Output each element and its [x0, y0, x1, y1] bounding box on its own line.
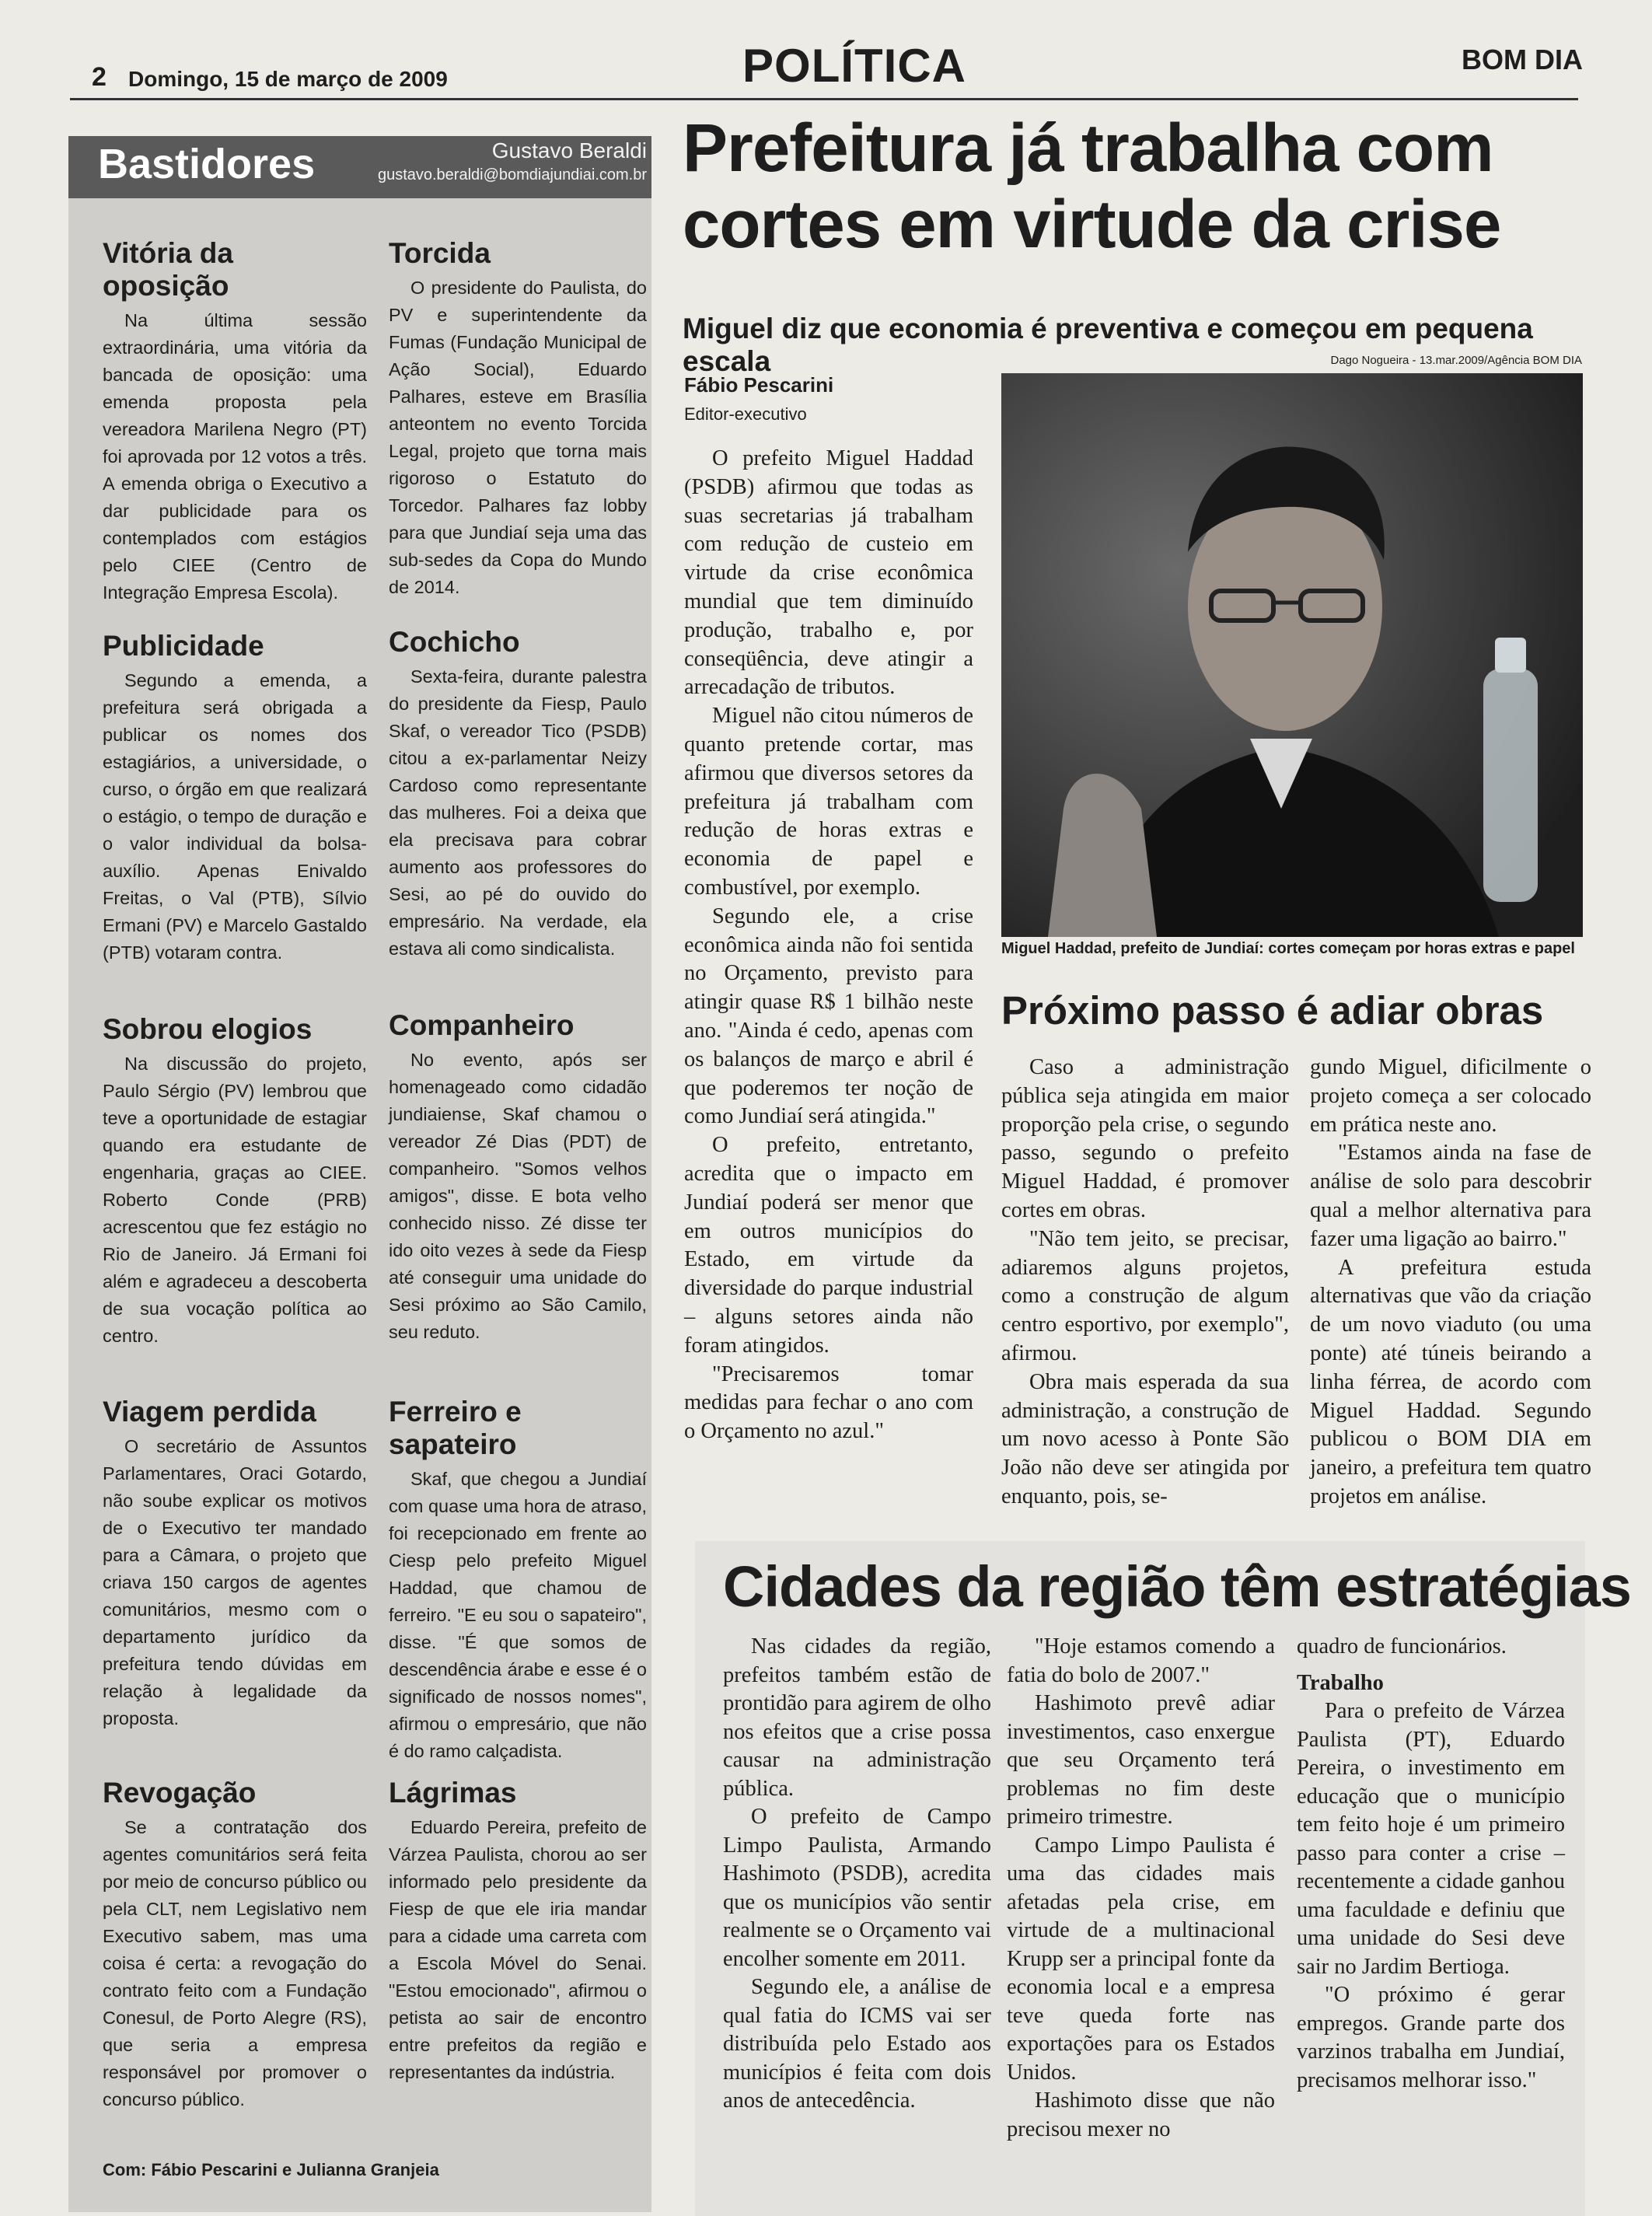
- article-paragraph: A prefeitura estuda alternativas que vão da criação de um novo viaduto (ou uma ponte) até túneis beirando a linha férrea, de acordo com Miguel Haddad. Segundo publicou o BOM DIA em janeiro, a prefeitura tem quatro projetos em análise.: [1310, 1255, 1591, 1508]
- cities-paragraph: quadro de funcionários.: [1297, 1634, 1507, 1659]
- page-number: 2: [92, 62, 107, 92]
- note-title: Cochicho: [389, 626, 520, 658]
- note-text: Segundo a emenda, a prefeitura será obrigada a publicar os nomes dos estagiários, a universidade, o curso, o órgão em que realizará o estágio, o tempo de duração e o valor individual da bolsa-auxílio. Apenas Enivaldo Freitas, o Val (PTB), Sílvio Ermani (PV) e Marcelo Gastaldo (PTB) votaram contra.: [103, 670, 367, 963]
- note-text: O secretário de Assuntos Parlamentares, Oraci Gotardo, não soube explicar os motivos de o Executivo ter mandado para a Câmara, o projeto que criava 150 cargos de agentes comunitários, mesmo com o departamento jurídico da prefeitura tendo dúvidas em relação à legalidade da proposta.: [103, 1436, 367, 1728]
- bastidores-credit: Com: Fábio Pescarini e Julianna Granjeia: [103, 2160, 439, 2179]
- bastidores-title: Bastidores: [98, 141, 316, 187]
- article-paragraph: "Precisaremos tomar medidas para fechar o ano com o Orçamento no azul.": [684, 1361, 973, 1444]
- cities-paragraph: Para o prefeito de Várzea Paulista (PT), Eduardo Pereira, o investimento em educação que o município tem feito hoje é um primeiro passo para conter a crise – recentemente a cidade ganhou uma faculdade e definiu que uma unidade do Sesi deve sair no Jardim Bertioga.: [1297, 1699, 1565, 1979]
- note-sobrou-elogios: [103, 1013, 367, 1350]
- note-text: Na última sessão extraordinária, uma vitória da bancada de oposição: uma emenda proposta pela vereadora Marilena Negro (PT) foi aprovada por 12 votos a três. A emenda obriga o Executivo a dar publicidade para os contemplados com estágios pelo CIEE (Centro de Integração Empresa Escola).: [103, 310, 367, 603]
- article-paragraph: "Estamos ainda na fase de análise de solo para descobrir qual a melhor alternativa para fazer uma ligação ao bairro.": [1310, 1141, 1591, 1251]
- article-paragraph: Obra mais esperada da sua administração, a construção de um novo acesso à Ponte São João não deve ser atingida por enquanto, pois, se-: [1001, 1369, 1289, 1508]
- note-text: Se a contratação dos agentes comunitários será feita por meio de concurso público ou pela CLT, nem Legislativo nem Executivo sabem, mas uma coisa é certa: a revogação do contrato feito com a Fundação Conesul, de Porto Alegre (RS), que seria a empresa responsável por promover o concurso público.: [103, 1817, 367, 2109]
- note-lagrimas: [389, 1777, 647, 2086]
- note-title: Viagem perdida: [103, 1396, 316, 1428]
- header-rule: [70, 98, 1578, 100]
- cities-column-3: [1297, 1633, 1565, 2095]
- note-title: Lágrimas: [389, 1777, 517, 1809]
- note-torcida: [389, 237, 647, 601]
- article-paragraph: O prefeito Miguel Haddad (PSDB) afirmou que todas as suas secretarias já trabalham com redução de custeio em virtude da crise econômica mundial que tem diminuído produção, trabalho e, por conseqüência, deve atingir a arrecadação de tributos.: [684, 446, 973, 700]
- note-title: Publicidade: [103, 630, 264, 662]
- note-companheiro: [389, 1009, 647, 1346]
- article-body: [684, 445, 973, 1446]
- cities-paragraph: Hashimoto disse que não precisou mexer no: [1007, 2088, 1275, 2141]
- cities-paragraph: O prefeito de Campo Limpo Paulista, Armando Hashimoto (PSDB), acredita que os municípios vão sentir realmente se o Orçamento vai encolher somente em 2011.: [723, 1805, 991, 1971]
- cities-paragraph: Nas cidades da região, prefeitos também estão de prontidão para agirem de olho nos efeitos que a crise possa causar na administração pública.: [723, 1634, 991, 1801]
- note-text: Na discussão do projeto, Paulo Sérgio (PV) lembrou que teve a oportunidade de estagiar quando era estudante de engenharia, graças ao CIEE. Roberto Conde (PRB) acrescentou que fez estágio no Rio de Janeiro. Já Ermani foi além e agradeceu a descoberta de sua vocação política ao centro.: [103, 1054, 367, 1346]
- note-publicidade: [103, 630, 367, 966]
- note-title: Torcida: [389, 237, 491, 269]
- article-paragraph: gundo Miguel, dificilmente o projeto começa a ser colocado em prática neste ano.: [1310, 1055, 1591, 1137]
- cities-paragraph: "O próximo é gerar empregos. Grande parte dos varzinos trabalha em Jundiaí, precisamos melhorar isso.": [1297, 1983, 1565, 2092]
- article-paragraph: Miguel não citou números de quanto pretende cortar, mas afirmou que diversos setores da prefeitura já trabalham com redução de horas extras e economia de papel e combustível, por exemplo.: [684, 704, 973, 900]
- note-revogacao: [103, 1777, 367, 2113]
- cities-column-1: [723, 1633, 991, 2116]
- article-photo: [1001, 373, 1583, 937]
- note-cochicho: [389, 626, 647, 963]
- note-ferreiro-sapateiro: [389, 1396, 647, 1765]
- article-paragraph: "Não tem jeito, se precisar, adiaremos alguns projetos, como a construção de algum centro esportivo, por exemplo", afirmou.: [1001, 1226, 1289, 1365]
- bastidores-author: Gustavo Beraldi: [491, 138, 647, 163]
- note-text: No evento, após ser homenageado como cidadão jundiaiense, Skaf chamou o vereador Zé Dias (PDT) de companheiro. "Somos velhos amigos", disse. E bota velho conhecido nisso. Zé disse ter ido oito vezes à sede da Fiesp até conseguir uma unidade do Sesi próximo ao São Camilo, seu reduto.: [389, 1050, 647, 1342]
- cities-paragraph: Segundo ele, a análise de qual fatia do ICMS vai ser distribuída pelo Estado aos municípios é feita com dois anos de antecedência.: [723, 1975, 991, 2113]
- page-date: Domingo, 15 de março de 2009: [128, 67, 448, 91]
- article-paragraph: Caso a administração pública seja atingida em maior proporção pela crise, o segundo passo, segundo o prefeito Miguel Haddad, é promover cortes em obras.: [1001, 1055, 1289, 1222]
- note-vitoria: [103, 237, 367, 606]
- article-headline: Prefeitura já trabalha com cortes em virtude da crise: [683, 110, 1501, 262]
- article-byline: Fábio Pescarini: [684, 373, 834, 397]
- note-title: Revogação: [103, 1777, 257, 1809]
- note-text: Sexta-feira, durante palestra do presidente da Fiesp, Paulo Skaf, o vereador Tico (PSDB) citou a ex-parlamentar Neizy Cardoso como representante das mulheres. Foi a deixa que ela precisava para cobrar aumento aos professores do Sesi, ao pé do ouvido do empresário. Na verdade, ela estava ali como sindicalista.: [389, 666, 647, 959]
- article-deck: Miguel diz que economia é preventiva e começou em pequena escala: [683, 313, 1533, 377]
- photo-caption: Miguel Haddad, prefeito de Jundiaí: cortes começam por horas extras e papel: [1001, 940, 1575, 957]
- note-title: Sobrou elogios: [103, 1013, 313, 1045]
- note-title: Vitória da oposição: [103, 237, 233, 302]
- note-title: Ferreiro e sapateiro: [389, 1396, 522, 1460]
- byline-role: Editor-executivo: [684, 404, 807, 424]
- article-paragraph: O prefeito, entretanto, acredita que o impacto em Jundiaí poderá ser menor que em outros municípios do Estado, em virtude da diversidade do parque industrial – alguns setores ainda não foram atingidos.: [684, 1133, 973, 1358]
- note-text: Skaf, que chegou a Jundiaí com quase uma hora de atraso, foi recepcionado em frente ao Ciesp pelo prefeito Miguel Haddad, que chamou de ferreiro. "E eu sou o sapateiro", disse. "É que somos de descendência árabe e esse é o significado de nossos nomes", afirmou o empresário, que não é do ramo calçadista.: [389, 1469, 647, 1761]
- note-text: O presidente do Paulista, do PV e superintendente da Fumas (Fundação Municipal de Ação Social), Eduardo Palhares, esteve em Brasília anteontem no evento Torcida Legal, projeto que torna mais rigoroso o Estatuto do Torcedor. Palhares faz lobby para que Jundiaí seja uma das sub-sedes da Copa do Mundo de 2014.: [389, 278, 647, 597]
- photo-credit: Dago Nogueira - 13.mar.2009/Agência BOM DIA: [1330, 354, 1582, 367]
- article-subhead: Próximo passo é adiar obras: [1001, 988, 1544, 1033]
- article-paragraph: Segundo ele, a crise econômica ainda não foi sentida no Orçamento, previsto para atingir quase R$ 1 bilhão neste ano. "Ainda é cedo, apenas com os balanços de março e abril é que poderemos ter noção de como Jundiaí será atingida.": [684, 904, 973, 1129]
- cities-paragraph: Hashimoto prevê adiar investimentos, caso enxergue que seu Orçamento terá problemas no fim deste primeiro trimestre.: [1007, 1691, 1275, 1829]
- note-text: Eduardo Pereira, prefeito de Várzea Paulista, chorou ao ser informado pelo presidente da Fiesp de que ele iria mandar para a cidade uma carreta com a Escola Móvel do Senai. "Estou emocionado", afirmou o petista ao sair de encontro entre prefeitos da região e representantes da indústria.: [389, 1817, 647, 2082]
- section-title: POLÍTICA: [742, 40, 966, 92]
- cities-paragraph: "Hoje estamos comendo a fatia do bolo de 2007.": [1007, 1634, 1275, 1687]
- cities-column-2: [1007, 1633, 1275, 2144]
- cities-paragraph: Campo Limpo Paulista é uma das cidades mais afetadas pela crise, em virtude de a multinacional Krupp ser a principal fonte da economia local e a empresa teve queda forte nas exportações para os Estados Unidos.: [1007, 1833, 1275, 2085]
- newspaper-brand: BOM DIA: [1462, 44, 1583, 75]
- portrait-photo-placeholder: [1001, 373, 1583, 937]
- bastidores-email[interactable]: gustavo.beraldi@bomdiajundiai.com.br: [377, 166, 647, 184]
- note-title: Companheiro: [389, 1009, 575, 1041]
- note-viagem-perdida: [103, 1396, 367, 1732]
- cities-subtitle: Trabalho: [1297, 1670, 1384, 1695]
- cities-headline: Cidades da região têm estratégias: [723, 1554, 1631, 1619]
- subhead-column-2: [1310, 1054, 1591, 1512]
- subhead-column-1: [1001, 1054, 1289, 1512]
